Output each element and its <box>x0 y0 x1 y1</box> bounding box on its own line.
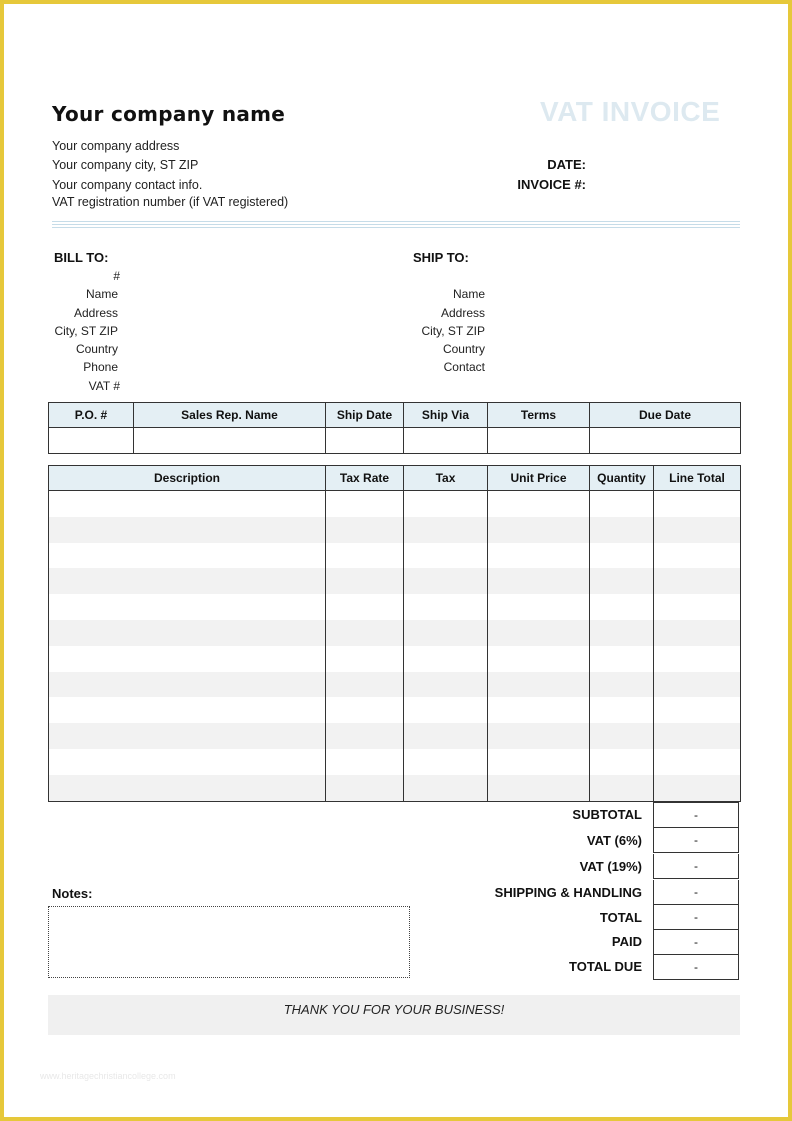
description-cell[interactable] <box>49 517 326 543</box>
ship-to-field: Name <box>452 287 485 301</box>
tax-rate-cell[interactable] <box>326 620 404 646</box>
quantity-cell[interactable] <box>590 723 654 749</box>
bill-to-field: Name <box>85 287 118 301</box>
quantity-cell[interactable] <box>590 491 654 517</box>
description-cell[interactable] <box>49 620 326 646</box>
table-row <box>49 723 741 749</box>
document-title: VAT INVOICE <box>540 96 721 127</box>
quantity-cell[interactable] <box>590 517 654 543</box>
bill-to-field: Phone <box>83 360 118 374</box>
unit-price-cell[interactable] <box>488 594 590 620</box>
quantity-cell[interactable] <box>590 775 654 801</box>
bill-to-field: # <box>113 269 120 283</box>
unit-price-header: Unit Price <box>488 466 590 491</box>
quantity-cell[interactable] <box>590 594 654 620</box>
unit-price-cell[interactable] <box>488 517 590 543</box>
total-value[interactable]: - <box>653 905 739 930</box>
tax-rate-header: Tax Rate <box>326 466 404 491</box>
tax-rate-cell[interactable] <box>326 491 404 517</box>
date-label: DATE: <box>547 157 586 172</box>
company-address: Your company address <box>52 139 180 153</box>
table-row <box>49 543 741 569</box>
total-label: VAT (6%) <box>586 833 642 848</box>
total-label: PAID <box>611 934 642 949</box>
line-total-cell[interactable] <box>654 646 741 672</box>
quantity-cell[interactable] <box>590 749 654 775</box>
tax-rate-cell[interactable] <box>326 594 404 620</box>
tax-cell[interactable] <box>404 646 488 672</box>
ship-date-cell[interactable] <box>326 428 404 454</box>
unit-price-cell[interactable] <box>488 491 590 517</box>
company-city: Your company city, ST ZIP <box>52 158 199 172</box>
table-row <box>49 491 741 517</box>
description-cell[interactable] <box>49 723 326 749</box>
table-row <box>49 697 741 723</box>
bill-to-field: Address <box>73 306 118 320</box>
table-row <box>49 594 741 620</box>
total-label: SHIPPING & HANDLING <box>494 885 642 900</box>
tax-rate-cell[interactable] <box>326 543 404 569</box>
unit-price-cell[interactable] <box>488 543 590 569</box>
line-total-cell[interactable] <box>654 620 741 646</box>
tax-cell[interactable] <box>404 723 488 749</box>
invoice-number-label: INVOICE #: <box>517 177 586 192</box>
tax-header: Tax <box>404 466 488 491</box>
company-name: Your company name <box>52 102 286 126</box>
terms-cell[interactable] <box>488 428 590 454</box>
quantity-cell[interactable] <box>590 620 654 646</box>
tax-cell[interactable] <box>404 672 488 698</box>
total-value[interactable]: - <box>653 802 739 828</box>
tax-rate-cell[interactable] <box>326 775 404 801</box>
ship-to-field: City, ST ZIP <box>421 324 485 338</box>
tax-cell[interactable] <box>404 594 488 620</box>
line-total-cell[interactable] <box>654 491 741 517</box>
tax-cell[interactable] <box>404 697 488 723</box>
unit-price-cell[interactable] <box>488 775 590 801</box>
sales-rep-cell[interactable] <box>134 428 326 454</box>
quantity-cell[interactable] <box>590 568 654 594</box>
quantity-cell[interactable] <box>590 543 654 569</box>
description-cell[interactable] <box>49 491 326 517</box>
tax-rate-cell[interactable] <box>326 646 404 672</box>
description-cell[interactable] <box>49 543 326 569</box>
terms-header: Terms <box>488 403 590 428</box>
tax-cell[interactable] <box>404 775 488 801</box>
line-total-cell[interactable] <box>654 749 741 775</box>
line-total-header: Line Total <box>654 466 741 491</box>
company-vat-reg: VAT registration number (if VAT registered) <box>52 195 289 209</box>
ship-to-label: SHIP TO: <box>413 250 469 265</box>
due-date-header: Due Date <box>590 403 741 428</box>
ship-via-header: Ship Via <box>404 403 488 428</box>
line-total-cell[interactable] <box>654 517 741 543</box>
unit-price-cell[interactable] <box>488 749 590 775</box>
total-value[interactable]: - <box>653 828 739 853</box>
line-total-cell[interactable] <box>654 672 741 698</box>
table-row <box>49 672 741 698</box>
header-rule <box>52 221 740 222</box>
unit-price-cell[interactable] <box>488 568 590 594</box>
description-cell[interactable] <box>49 697 326 723</box>
order-info-table <box>48 402 741 454</box>
ship-date-header: Ship Date <box>326 403 404 428</box>
tax-cell[interactable] <box>404 491 488 517</box>
description-cell[interactable] <box>49 775 326 801</box>
table-row <box>49 568 741 594</box>
ship-to-field: Address <box>440 306 485 320</box>
ship-to-field: Country <box>442 342 485 356</box>
thank-you-message: THANK YOU FOR YOUR BUSINESS! <box>48 995 740 1035</box>
quantity-cell[interactable] <box>590 672 654 698</box>
header-rule <box>52 227 740 228</box>
total-value[interactable]: - <box>653 930 739 955</box>
notes-label: Notes: <box>52 886 93 901</box>
unit-price-cell[interactable] <box>488 697 590 723</box>
bill-to-field: City, ST ZIP <box>54 324 118 338</box>
line-total-cell[interactable] <box>654 594 741 620</box>
description-cell[interactable] <box>49 594 326 620</box>
total-value[interactable]: - <box>653 955 739 980</box>
header-rule <box>52 224 740 225</box>
sales-rep-header: Sales Rep. Name <box>134 403 326 428</box>
total-value[interactable]: - <box>653 880 739 905</box>
tax-rate-cell[interactable] <box>326 697 404 723</box>
description-header: Description <box>49 466 326 491</box>
tax-rate-cell[interactable] <box>326 568 404 594</box>
table-row <box>49 775 741 801</box>
total-label: TOTAL DUE <box>569 959 642 974</box>
line-items-table <box>48 465 741 802</box>
due-date-cell[interactable] <box>590 428 741 454</box>
unit-price-cell[interactable] <box>488 646 590 672</box>
table-row <box>49 646 741 672</box>
description-cell[interactable] <box>49 568 326 594</box>
po-number-header: P.O. # <box>49 403 134 428</box>
bill-to-label: BILL TO: <box>54 250 109 265</box>
unit-price-cell[interactable] <box>488 620 590 646</box>
description-cell[interactable] <box>49 672 326 698</box>
total-label: SUBTOTAL <box>572 807 642 822</box>
tax-rate-cell[interactable] <box>326 672 404 698</box>
total-label: TOTAL <box>599 910 642 925</box>
bill-to-field: VAT # <box>88 379 120 393</box>
quantity-header: Quantity <box>590 466 654 491</box>
description-cell[interactable] <box>49 646 326 672</box>
table-row <box>49 620 741 646</box>
ship-to-field: Contact <box>443 360 485 374</box>
line-total-cell[interactable] <box>654 543 741 569</box>
quantity-cell[interactable] <box>590 646 654 672</box>
company-contact: Your company contact info. <box>52 178 203 192</box>
line-total-cell[interactable] <box>654 697 741 723</box>
tax-cell[interactable] <box>404 543 488 569</box>
unit-price-cell[interactable] <box>488 672 590 698</box>
quantity-cell[interactable] <box>590 697 654 723</box>
bill-to-field: Country <box>75 342 118 356</box>
total-label: VAT (19%) <box>579 859 642 874</box>
unit-price-cell[interactable] <box>488 723 590 749</box>
tax-rate-cell[interactable] <box>326 517 404 543</box>
table-row <box>49 749 741 775</box>
line-total-cell[interactable] <box>654 775 741 801</box>
po-number-cell[interactable] <box>49 428 134 454</box>
description-cell[interactable] <box>49 749 326 775</box>
line-total-cell[interactable] <box>654 568 741 594</box>
total-value[interactable]: - <box>653 854 739 879</box>
ship-via-cell[interactable] <box>404 428 488 454</box>
notes-box[interactable] <box>48 906 410 978</box>
watermark: www.heritagechristiancollege.com <box>40 1071 176 1081</box>
tax-cell[interactable] <box>404 749 488 775</box>
tax-cell[interactable] <box>404 620 488 646</box>
tax-rate-cell[interactable] <box>326 723 404 749</box>
tax-rate-cell[interactable] <box>326 749 404 775</box>
tax-cell[interactable] <box>404 568 488 594</box>
line-total-cell[interactable] <box>654 723 741 749</box>
table-row <box>49 517 741 543</box>
tax-cell[interactable] <box>404 517 488 543</box>
